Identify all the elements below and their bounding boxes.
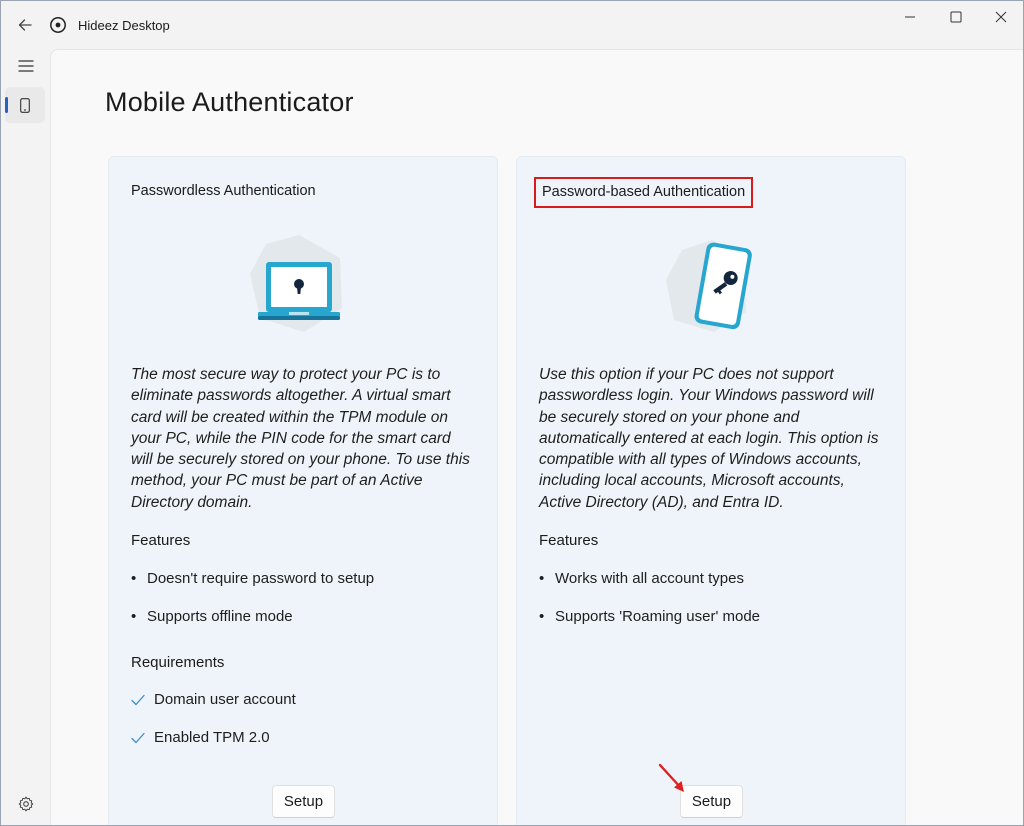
features-heading: Features <box>131 532 191 549</box>
card-title: Passwordless Authentication <box>131 183 316 199</box>
back-arrow-icon <box>18 18 32 32</box>
bullet-dot: • <box>131 570 137 587</box>
app-title: Hideez Desktop <box>78 18 170 33</box>
maximize-button[interactable] <box>933 1 979 33</box>
requirement-item <box>131 729 270 746</box>
hamburger-menu-icon <box>18 59 34 73</box>
card-title-highlighted: Password-based Authentication <box>534 177 753 208</box>
title-bar <box>1 1 1023 49</box>
feature-text: Works with all account types <box>555 570 744 587</box>
passwordless-setup-button[interactable]: Setup <box>272 785 335 818</box>
gear-icon <box>18 796 34 812</box>
requirement-item <box>131 691 296 708</box>
close-button[interactable] <box>978 1 1024 33</box>
feature-text: Doesn't require password to setup <box>147 570 375 587</box>
close-icon <box>995 11 1007 23</box>
checkmark-icon <box>131 732 145 744</box>
checkmark-icon <box>131 694 145 706</box>
maximize-icon <box>950 11 962 23</box>
requirement-text: Enabled TPM 2.0 <box>154 729 270 746</box>
nav-item-mobile-authenticator[interactable] <box>5 87 45 123</box>
nav-selection-indicator <box>5 97 8 113</box>
card-description: The most secure way to protect your PC is to eliminate passwords altogether. A virtual smart card will be created within the TPM module on your PC, while the PIN code for the smart card will be securely stored on your phone. To use this method, your PC must be part of an Active Directory domain. <box>131 366 470 511</box>
requirement-text: Domain user account <box>154 691 296 708</box>
bullet-dot: • <box>539 608 545 625</box>
annotation-arrow-icon <box>657 763 687 795</box>
feature-text: Supports offline mode <box>147 608 293 625</box>
hideez-logo-icon <box>49 16 67 34</box>
page-title: Mobile Authenticator <box>105 87 354 117</box>
passwordless-auth-card <box>108 156 498 826</box>
features-heading: Features <box>539 532 599 549</box>
bullet-dot: • <box>131 608 137 625</box>
back-button[interactable] <box>13 13 37 37</box>
phone-key-icon <box>652 232 762 337</box>
minimize-button[interactable] <box>887 1 933 33</box>
card-description: Use this option if your PC does not support passwordless login. Your Windows password will be securely stored on your phone and automatically entered at each login. This option is compatible with all types of Windows accounts, including local accounts, Microsoft accounts, Active Directory (AD), and Entra ID. <box>539 366 879 511</box>
feature-text: Supports 'Roaming user' mode <box>555 608 760 625</box>
requirements-heading: Requirements <box>131 654 225 671</box>
feature-item <box>131 570 374 587</box>
feature-item <box>539 608 760 625</box>
minimize-icon <box>904 11 916 23</box>
settings-button[interactable] <box>9 787 43 821</box>
smartphone-icon <box>20 98 30 113</box>
password-based-setup-button[interactable]: Setup <box>680 785 743 818</box>
password-based-auth-card <box>516 156 906 826</box>
menu-button[interactable] <box>9 49 43 83</box>
feature-item <box>131 608 293 625</box>
feature-item <box>539 570 744 587</box>
bullet-dot: • <box>539 570 545 587</box>
laptop-lock-icon <box>244 232 354 337</box>
